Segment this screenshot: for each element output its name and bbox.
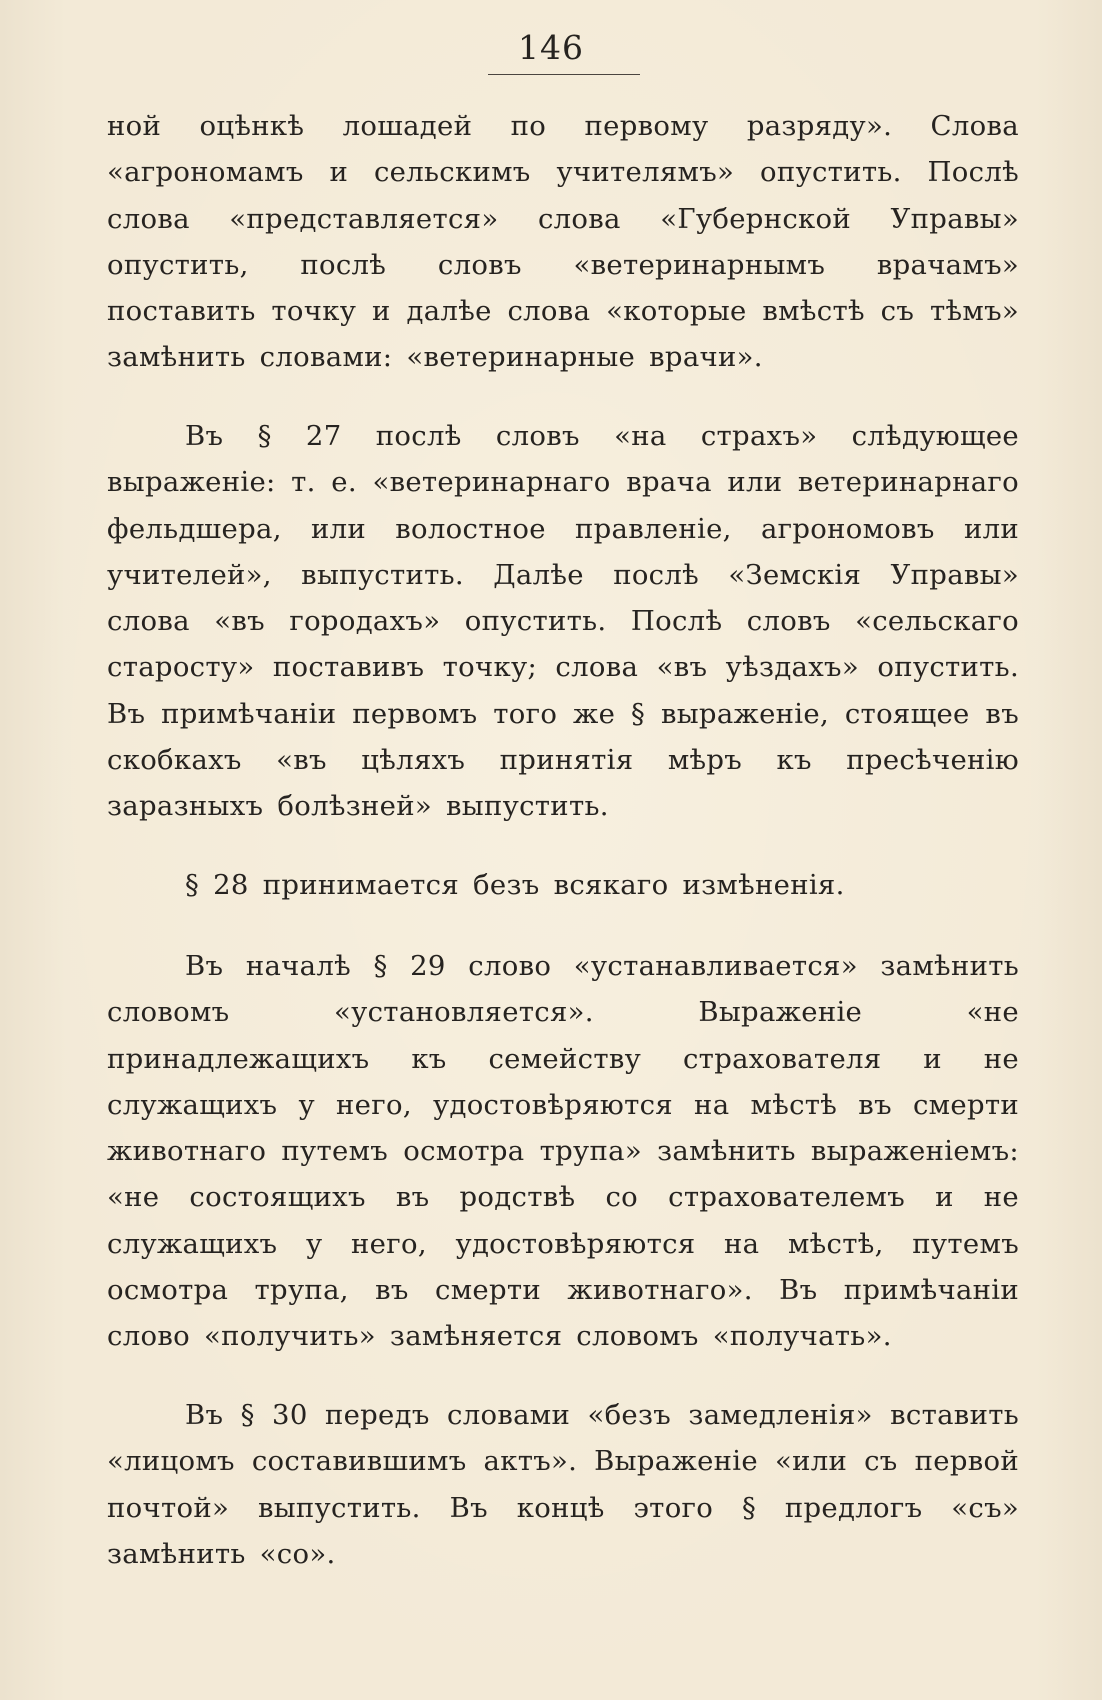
- paragraph-section-28: § 28 принимается безъ всякаго измѣненія.: [185, 869, 845, 901]
- paragraph-continuation: ной оцѣнкѣ лошадей по первому разряду». Слова «агрономамъ и сельскимъ учителямъ» опустить. Послѣ слова «представляется» слова «Губернской Управы» опустить, послѣ словъ «ветеринарнымъ врачамъ» поставить точку и далѣе слова «которые вмѣстѣ съ тѣмъ» замѣнить словами: «ветеринарные врачи».: [107, 110, 1019, 374]
- page-number: 146: [518, 28, 584, 67]
- paragraph-section-30: Въ § 30 передъ словами «безъ замедленія» вставить «лицомъ составившимъ актъ». Выраженіе «или съ первой почтой» выпустить. Въ концѣ этого § предлогъ «съ» замѣнить «со».: [107, 1399, 1019, 1570]
- paragraph-section-29: Въ началѣ § 29 слово «устанавливается» замѣнить словомъ «установляется». Выраженіе «не принадлежащихъ къ семейству страхователя и не служащихъ у него, удостовѣряются на мѣстѣ въ смерти животнаго путемъ осмотра трупа» замѣнить выраженіемъ: «не состоящихъ въ родствѣ со страхователемъ и не служащихъ у него, удостовѣряются на мѣстѣ, путемъ осмотра трупа, въ смерти животнаго». Въ примѣчаніи слово «получить» замѣняется словомъ «получать».: [107, 950, 1019, 1353]
- page-number-rule: [488, 74, 640, 75]
- paragraph-section-27: Въ § 27 послѣ словъ «на страхъ» слѣдующее выраженіе: т. е. «ветеринарнаго врача или ветеринарнаго фельдшера, или волостное правленіе, агрономовъ или учителей», выпустить. Далѣе послѣ «Земскія Управы» слова «въ городахъ» опустить. Послѣ словъ «сельскаго старосту» поставивъ точку; слова «въ уѣздахъ» опустить. Въ примѣчаніи первомъ того же § выраженіе, стоящее въ скобкахъ «въ цѣляхъ принятія мѣръ къ пресѣченію заразныхъ болѣзней» выпустить.: [107, 420, 1019, 823]
